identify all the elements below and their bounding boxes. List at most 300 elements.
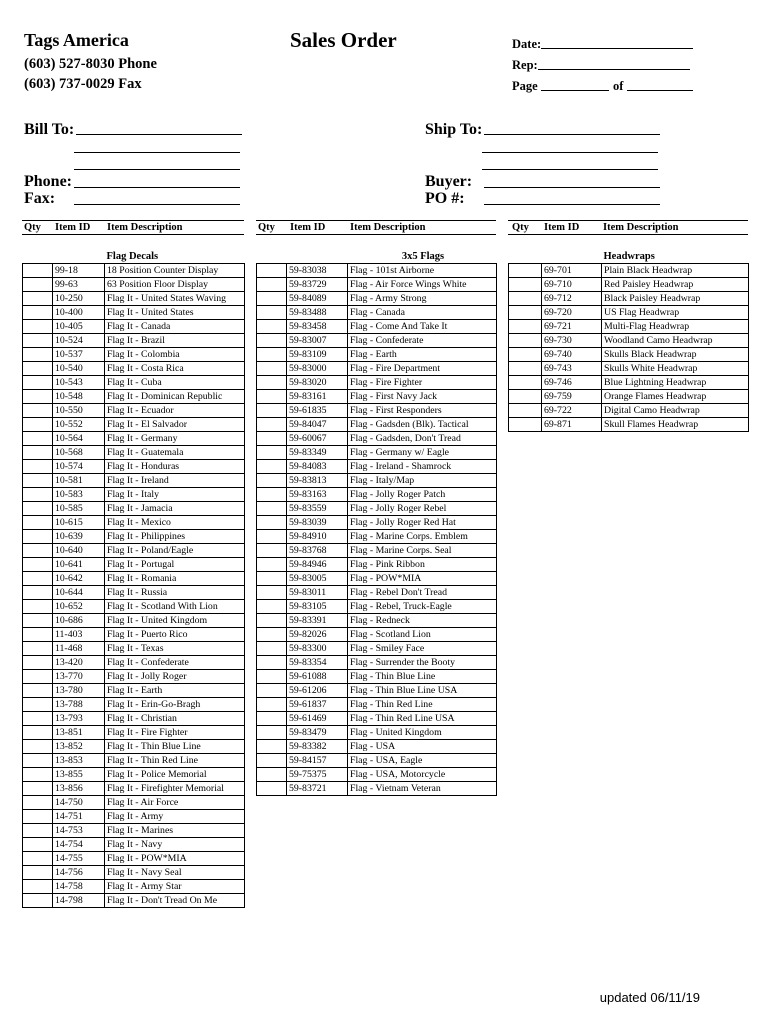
ship-to-line-2[interactable]: [482, 152, 658, 153]
qty-cell[interactable]: [23, 740, 53, 754]
table-row: [23, 572, 245, 586]
section-title-headwraps: Headwraps: [603, 251, 655, 262]
table-row: [257, 390, 497, 404]
qty-cell[interactable]: [509, 264, 542, 278]
table-row: [257, 544, 497, 558]
item-id-cell: 13-853: [53, 754, 105, 768]
item-id-cell: 59-83000: [287, 362, 348, 376]
item-id-cell: 10-400: [53, 306, 105, 320]
qty-header-3: Qty: [512, 222, 529, 233]
item-description-cell: Flag - Rebel Don't Tread: [348, 586, 497, 600]
qty-cell[interactable]: [257, 684, 287, 698]
item-description-cell: Flag - Confederate: [348, 334, 497, 348]
item-description-cell: Flag - 101st Airborne: [348, 264, 497, 278]
item-description-cell: Flag - First Navy Jack: [348, 390, 497, 404]
item-description-cell: Flag It - Jolly Roger: [105, 670, 245, 684]
table-row: [23, 726, 245, 740]
item-description-cell: Plain Black Headwrap: [602, 264, 749, 278]
item-description-cell: Flag It - Dominican Republic: [105, 390, 245, 404]
item-id-cell: 59-83768: [287, 544, 348, 558]
item-id-cell: 59-83488: [287, 306, 348, 320]
item-id-cell: 69-721: [542, 320, 602, 334]
item-id-cell: 14-798: [53, 894, 105, 908]
qty-cell[interactable]: [257, 362, 287, 376]
item-id-cell: 14-758: [53, 880, 105, 894]
bill-to-line-2[interactable]: [74, 152, 240, 153]
buyer-label: Buyer:: [425, 173, 473, 190]
item-id-cell: 10-250: [53, 292, 105, 306]
qty-cell[interactable]: [257, 712, 287, 726]
item-id-cell: 59-75375: [287, 768, 348, 782]
qty-cell[interactable]: [257, 348, 287, 362]
qty-cell[interactable]: [509, 278, 542, 292]
qty-cell[interactable]: [257, 768, 287, 782]
table-row: [257, 488, 497, 502]
qty-cell[interactable]: [23, 278, 53, 292]
item-id-cell: 14-750: [53, 796, 105, 810]
rep-label: Rep:: [512, 58, 538, 72]
qty-cell[interactable]: [23, 446, 53, 460]
item-description-cell: Flag - Marine Corps. Seal: [348, 544, 497, 558]
item-id-cell: 59-61837: [287, 698, 348, 712]
item-description-cell: Digital Camo Headwrap: [602, 404, 749, 418]
item-description-cell: Flag - Germany w/ Eagle: [348, 446, 497, 460]
item-description-cell: Flag - Ireland - Shamrock: [348, 460, 497, 474]
section-title-flag-decals: Flag Decals: [106, 251, 159, 262]
table-row: [23, 796, 245, 810]
qty-cell[interactable]: [23, 404, 53, 418]
table-row: [257, 740, 497, 754]
table-row: [23, 838, 245, 852]
qty-cell[interactable]: [23, 768, 53, 782]
item-description-cell: Flag It - Army: [105, 810, 245, 824]
item-description-cell: Skulls White Headwrap: [602, 362, 749, 376]
page-title: Sales Order: [290, 28, 397, 52]
qty-cell[interactable]: [23, 306, 53, 320]
item-id-cell: 59-61469: [287, 712, 348, 726]
item-id-cell: 99-63: [53, 278, 105, 292]
item-description-cell: Flag - POW*MIA: [348, 572, 497, 586]
qty-cell[interactable]: [23, 530, 53, 544]
item-description-cell: 18 Position Counter Display: [105, 264, 245, 278]
qty-cell[interactable]: [257, 782, 287, 796]
qty-cell[interactable]: [23, 698, 53, 712]
qty-cell[interactable]: [23, 642, 53, 656]
item-id-cell: 59-82026: [287, 628, 348, 642]
qty-cell[interactable]: [257, 460, 287, 474]
qty-cell[interactable]: [257, 572, 287, 586]
qty-cell[interactable]: [23, 432, 53, 446]
item-description-cell: Flag It - Air Force: [105, 796, 245, 810]
qty-cell[interactable]: [23, 656, 53, 670]
item-description-cell: Flag It - Firefighter Memorial: [105, 782, 245, 796]
table-row: [23, 782, 245, 796]
item-id-cell: 10-537: [53, 348, 105, 362]
item-id-cell: 10-644: [53, 586, 105, 600]
table-row: [509, 320, 749, 334]
qty-cell[interactable]: [257, 754, 287, 768]
table-row: [257, 558, 497, 572]
qty-cell[interactable]: [257, 628, 287, 642]
qty-cell[interactable]: [23, 670, 53, 684]
item-description-cell: Flag - Scotland Lion: [348, 628, 497, 642]
qty-cell[interactable]: [23, 796, 53, 810]
item-description-cell: Flag - Thin Blue Line USA: [348, 684, 497, 698]
item-description-cell: Flag It - Philippines: [105, 530, 245, 544]
table-row: [257, 768, 497, 782]
bill-to-phone-field[interactable]: [74, 187, 240, 188]
qty-cell[interactable]: [509, 334, 542, 348]
item-id-cell: 69-743: [542, 362, 602, 376]
item-id-cell: 13-793: [53, 712, 105, 726]
item-id-cell: 59-83005: [287, 572, 348, 586]
company-fax: (603) 737-0029 Fax: [24, 76, 142, 92]
qty-cell[interactable]: [509, 348, 542, 362]
item-id-cell: 69-730: [542, 334, 602, 348]
qty-cell[interactable]: [257, 390, 287, 404]
bill-to-label: Bill To:: [24, 121, 75, 138]
qty-cell[interactable]: [257, 404, 287, 418]
qty-cell[interactable]: [257, 558, 287, 572]
item-description-cell: Flag - United Kingdom: [348, 726, 497, 740]
item-description-cell: Flag - Air Force Wings White: [348, 278, 497, 292]
item-id-cell: 10-615: [53, 516, 105, 530]
table-row: [257, 376, 497, 390]
item-id-cell: 59-83007: [287, 334, 348, 348]
item-description-cell: Flag It - Navy Seal: [105, 866, 245, 880]
item-id-cell: 59-83105: [287, 600, 348, 614]
qty-cell[interactable]: [257, 740, 287, 754]
item-id-cell: 59-84910: [287, 530, 348, 544]
item-description-cell: Flag - Thin Red Line: [348, 698, 497, 712]
qty-cell[interactable]: [23, 614, 53, 628]
table-row: [257, 292, 497, 306]
table-row: [23, 278, 245, 292]
table-row: [257, 572, 497, 586]
qty-cell[interactable]: [23, 502, 53, 516]
qty-cell[interactable]: [23, 838, 53, 852]
item-id-cell: 59-84083: [287, 460, 348, 474]
item-description-cell: Flag It - Russia: [105, 586, 245, 600]
qty-header-2: Qty: [258, 222, 275, 233]
item-description-cell: Flag - Surrender the Booty: [348, 656, 497, 670]
table-row: [257, 264, 497, 278]
item-description-cell: Flag It - Thin Red Line: [105, 754, 245, 768]
table-row: [257, 334, 497, 348]
qty-cell[interactable]: [509, 376, 542, 390]
item-id-cell: 13-770: [53, 670, 105, 684]
qty-cell[interactable]: [23, 572, 53, 586]
ship-to-line-3[interactable]: [482, 169, 658, 170]
item-description-cell: Flag It - Navy: [105, 838, 245, 852]
qty-cell[interactable]: [23, 558, 53, 572]
qty-cell[interactable]: [257, 600, 287, 614]
qty-cell[interactable]: [257, 376, 287, 390]
bill-to-fax-label: Fax:: [24, 190, 56, 207]
table-row: [23, 306, 245, 320]
qty-cell[interactable]: [257, 334, 287, 348]
item-id-cell: 11-403: [53, 628, 105, 642]
item-description-cell: Flag - USA, Eagle: [348, 754, 497, 768]
table-row: [23, 586, 245, 600]
qty-cell[interactable]: [23, 418, 53, 432]
qty-cell[interactable]: [257, 642, 287, 656]
item-id-cell: 69-701: [542, 264, 602, 278]
qty-cell[interactable]: [257, 488, 287, 502]
qty-cell[interactable]: [257, 306, 287, 320]
qty-cell[interactable]: [23, 516, 53, 530]
qty-cell[interactable]: [257, 516, 287, 530]
qty-cell[interactable]: [23, 754, 53, 768]
item-description-cell: Flag It - Honduras: [105, 460, 245, 474]
item-id-cell: 10-550: [53, 404, 105, 418]
qty-cell[interactable]: [23, 362, 53, 376]
item-description-cell: Flag It - Jamacia: [105, 502, 245, 516]
table-row: [509, 418, 749, 432]
table-row: [509, 390, 749, 404]
table-row: [23, 446, 245, 460]
item-description-cell: Flag It - Fire Fighter: [105, 726, 245, 740]
qty-cell[interactable]: [23, 712, 53, 726]
qty-cell[interactable]: [23, 488, 53, 502]
page-number-field[interactable]: [541, 90, 609, 91]
qty-cell[interactable]: [23, 264, 53, 278]
company-name: Tags America: [24, 30, 129, 50]
qty-cell[interactable]: [257, 320, 287, 334]
item-description-cell: Flag It - Costa Rica: [105, 362, 245, 376]
table-row: [509, 376, 749, 390]
qty-cell[interactable]: [23, 320, 53, 334]
ship-to-line-1[interactable]: [484, 134, 660, 135]
qty-cell[interactable]: [257, 264, 287, 278]
item-description-cell: Flag It - Mexico: [105, 516, 245, 530]
table-row: [23, 894, 245, 908]
qty-cell[interactable]: [257, 418, 287, 432]
qty-cell[interactable]: [23, 334, 53, 348]
table-row: [23, 530, 245, 544]
qty-cell[interactable]: [509, 320, 542, 334]
table-row: [23, 670, 245, 684]
bill-to-line-3[interactable]: [74, 169, 240, 170]
qty-cell[interactable]: [23, 460, 53, 474]
qty-cell[interactable]: [23, 824, 53, 838]
item-id-cell: 10-581: [53, 474, 105, 488]
item-description-cell: Flag It - United Kingdom: [105, 614, 245, 628]
qty-cell[interactable]: [257, 726, 287, 740]
date-label: Date:: [512, 37, 542, 51]
page-total-field[interactable]: [627, 90, 693, 91]
qty-cell[interactable]: [257, 446, 287, 460]
table-row: [23, 488, 245, 502]
column-header-bottom-rule-3: [508, 234, 748, 235]
table-row: [257, 502, 497, 516]
qty-cell[interactable]: [23, 880, 53, 894]
table-row: [23, 880, 245, 894]
qty-cell[interactable]: [257, 670, 287, 684]
qty-cell[interactable]: [23, 628, 53, 642]
item-id-cell: 59-83479: [287, 726, 348, 740]
item-id-cell: 59-83354: [287, 656, 348, 670]
qty-cell[interactable]: [23, 544, 53, 558]
qty-cell[interactable]: [23, 474, 53, 488]
item-id-cell: 59-84157: [287, 754, 348, 768]
item-desc-header-3: Item Description: [603, 222, 679, 233]
table-row: [23, 810, 245, 824]
item-id-cell: 10-640: [53, 544, 105, 558]
item-description-cell: Red Paisley Headwrap: [602, 278, 749, 292]
item-description-cell: Black Paisley Headwrap: [602, 292, 749, 306]
column-header-top-rule-3: [508, 220, 748, 221]
table-row: [257, 446, 497, 460]
qty-cell[interactable]: [257, 278, 287, 292]
table-row: [23, 614, 245, 628]
item-id-cell: 59-84089: [287, 292, 348, 306]
table-row: [23, 474, 245, 488]
qty-cell[interactable]: [23, 810, 53, 824]
item-description-cell: Flag - Earth: [348, 348, 497, 362]
qty-cell[interactable]: [257, 614, 287, 628]
table-row: [23, 418, 245, 432]
date-field[interactable]: [541, 48, 693, 49]
item-id-cell: 59-83458: [287, 320, 348, 334]
qty-cell[interactable]: [23, 866, 53, 880]
item-description-cell: Flag - Canada: [348, 306, 497, 320]
item-description-cell: 63 Position Floor Display: [105, 278, 245, 292]
table-row: [23, 292, 245, 306]
table-row: [23, 404, 245, 418]
qty-cell[interactable]: [23, 292, 53, 306]
item-id-cell: 59-83391: [287, 614, 348, 628]
table-row: [257, 278, 497, 292]
bill-to-fax-field[interactable]: [74, 204, 240, 205]
table-row: [257, 306, 497, 320]
item-description-cell: Flag It - Marines: [105, 824, 245, 838]
qty-cell[interactable]: [509, 418, 542, 432]
item-description-cell: Flag It - Texas: [105, 642, 245, 656]
table-row: [257, 754, 497, 768]
table-row: [23, 656, 245, 670]
item-id-cell: 10-574: [53, 460, 105, 474]
item-id-cell: 14-754: [53, 838, 105, 852]
table-row: [509, 334, 749, 348]
item-description-cell: Flag It - United States: [105, 306, 245, 320]
item-description-cell: Flag It - Christian: [105, 712, 245, 726]
item-id-cell: 69-746: [542, 376, 602, 390]
qty-cell[interactable]: [257, 544, 287, 558]
item-id-header-3: Item ID: [544, 222, 580, 233]
updated-date: updated 06/11/19: [599, 990, 700, 1005]
item-id-cell: 59-83038: [287, 264, 348, 278]
buyer-field[interactable]: [484, 187, 660, 188]
item-description-cell: Flag - Jolly Roger Red Hat: [348, 516, 497, 530]
table-row: [509, 348, 749, 362]
qty-cell[interactable]: [23, 894, 53, 908]
qty-cell[interactable]: [509, 390, 542, 404]
item-id-cell: 69-759: [542, 390, 602, 404]
rep-field[interactable]: [538, 69, 690, 70]
qty-cell[interactable]: [509, 306, 542, 320]
table-row: [257, 614, 497, 628]
item-id-cell: 59-83163: [287, 488, 348, 502]
item-description-cell: Skull Flames Headwrap: [602, 418, 749, 432]
section-title-3x5-flags: 3x5 Flags: [401, 251, 445, 262]
item-description-cell: Flag - Smiley Face: [348, 642, 497, 656]
table-row: [257, 600, 497, 614]
item-description-cell: Flag It - Erin-Go-Bragh: [105, 698, 245, 712]
item-id-cell: 10-585: [53, 502, 105, 516]
qty-cell[interactable]: [509, 404, 542, 418]
qty-cell[interactable]: [257, 502, 287, 516]
qty-cell[interactable]: [257, 474, 287, 488]
table-row: [257, 432, 497, 446]
item-id-cell: 13-852: [53, 740, 105, 754]
table-row: [23, 432, 245, 446]
item-id-cell: 10-583: [53, 488, 105, 502]
item-id-cell: 59-83721: [287, 782, 348, 796]
table-row: [257, 698, 497, 712]
qty-cell[interactable]: [257, 586, 287, 600]
table-row: [257, 474, 497, 488]
item-description-cell: Flag - Italy/Map: [348, 474, 497, 488]
qty-cell[interactable]: [23, 390, 53, 404]
table-row: [509, 404, 749, 418]
headwraps-table: [508, 250, 749, 432]
qty-cell[interactable]: [257, 656, 287, 670]
qty-cell[interactable]: [23, 684, 53, 698]
qty-cell[interactable]: [23, 348, 53, 362]
table-row: [23, 628, 245, 642]
qty-cell[interactable]: [257, 292, 287, 306]
qty-cell[interactable]: [23, 726, 53, 740]
table-row: [23, 740, 245, 754]
item-id-cell: 69-712: [542, 292, 602, 306]
item-description-cell: Flag It - Army Star: [105, 880, 245, 894]
qty-cell[interactable]: [23, 586, 53, 600]
table-row: [257, 586, 497, 600]
item-id-cell: 10-543: [53, 376, 105, 390]
qty-cell[interactable]: [257, 698, 287, 712]
item-description-cell: Flag It - Scotland With Lion: [105, 600, 245, 614]
item-id-cell: 10-524: [53, 334, 105, 348]
table-row: [509, 362, 749, 376]
table-row: [257, 530, 497, 544]
item-id-cell: 10-686: [53, 614, 105, 628]
qty-cell[interactable]: [23, 600, 53, 614]
po-field[interactable]: [484, 204, 660, 205]
item-id-header-1: Item ID: [55, 222, 91, 233]
table-row: [257, 684, 497, 698]
qty-cell[interactable]: [23, 852, 53, 866]
table-row: [257, 712, 497, 726]
qty-cell[interactable]: [509, 362, 542, 376]
qty-cell[interactable]: [509, 292, 542, 306]
item-id-cell: 59-84946: [287, 558, 348, 572]
table-row: [23, 544, 245, 558]
qty-cell[interactable]: [257, 432, 287, 446]
item-description-cell: Skulls Black Headwrap: [602, 348, 749, 362]
column-header-top-rule-2: [256, 220, 496, 221]
table-row: [23, 698, 245, 712]
qty-cell[interactable]: [23, 782, 53, 796]
table-row: [23, 334, 245, 348]
qty-cell[interactable]: [23, 376, 53, 390]
bill-to-line-1[interactable]: [76, 134, 242, 135]
table-row: [257, 628, 497, 642]
item-description-cell: Flag It - Romania: [105, 572, 245, 586]
qty-cell[interactable]: [257, 530, 287, 544]
item-id-cell: 10-639: [53, 530, 105, 544]
flags-3x5-table: [256, 250, 497, 796]
